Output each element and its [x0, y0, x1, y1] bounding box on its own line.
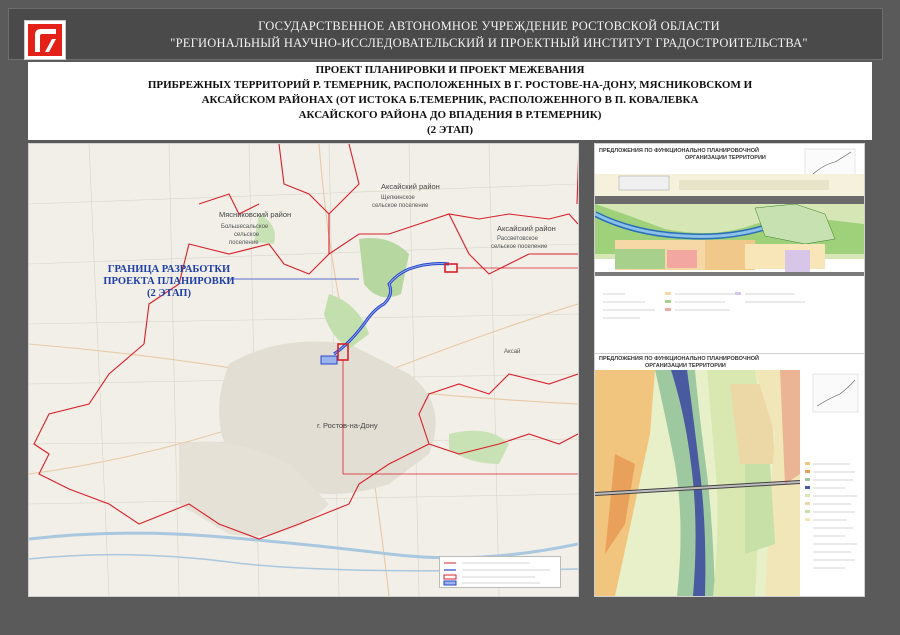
boundary-label-line2: ПРОЕКТА ПЛАНИРОВКИ [103, 276, 235, 287]
project-boundary-label [99, 264, 239, 300]
label-bolshesaly: Большесальское [221, 224, 269, 230]
label-rassvet-sub: сельское поселение [491, 244, 548, 250]
panel-bottom-title-line1: ПРЕДЛОЖЕНИЯ ПО ФУНКЦИОНАЛЬНО ПЛАНИРОВОЧНОЙ [599, 356, 759, 362]
project-title [28, 62, 872, 140]
overview-map [28, 143, 579, 597]
label-rostov: г. Ростов-на-Дону [317, 421, 378, 430]
panel-bottom-title-line2: ОРГАНИЗАЦИИ ТЕРРИТОРИИ [645, 363, 726, 369]
header-bar [8, 8, 883, 60]
org-name-line1: ГОСУДАРСТВЕННОЕ АВТОНОМНОЕ УЧРЕЖДЕНИЕ РОСТОВСКОЙ ОБЛАСТИ [258, 19, 720, 33]
title-line5: (2 ЭТАП) [426, 124, 474, 136]
label-aksay-district: Аксайский район [381, 182, 440, 191]
boundary-label-line1: ГРАНИЦА РАЗРАБОТКИ [107, 264, 231, 275]
title-line4: АКСАЙСКОГО РАЙОНА ДО ВПАДЕНИЯ В Р.ТЕМЕРНИК) [298, 109, 602, 121]
label-bolshesaly-sub2: поселение [229, 240, 259, 246]
boundary-label-line3: (2 ЭТАП) [147, 288, 191, 299]
panel-top-title-line2: ОРГАНИЗАЦИИ ТЕРРИТОРИИ [685, 155, 766, 161]
label-rassvet: Рассветовское [497, 236, 538, 242]
label-bolshesaly-sub: сельское [234, 232, 260, 238]
rniipi-logo-icon [24, 20, 66, 60]
functional-plan-panel-bottom [594, 353, 865, 597]
title-line2: ПРИБРЕЖНЫХ ТЕРРИТОРИЙ Р. ТЕМЕРНИК, РАСПОЛОЖЕННЫХ В Г. РОСТОВЕ-НА-ДОНУ, МЯСНИКОВСКОМ И [147, 79, 753, 91]
map-legend [439, 556, 561, 588]
title-line3: АКСАЙСКОМ РАЙОНАХ (ОТ ИСТОКА Б.ТЕМЕРНИК, РАСПОЛОЖЕННОГО В П. КОВАЛЕВКА [201, 94, 699, 106]
org-name-line2: "РЕГИОНАЛЬНЫЙ НАУЧНО-ИССЛЕДОВАТЕЛЬСКИЙ И ПРОЕКТНЫЙ ИНСТИТУТ ГРАДОСТРОИТЕЛЬСТВА" [170, 36, 808, 50]
panel-top-title-line1: ПРЕДЛОЖЕНИЯ ПО ФУНКЦИОНАЛЬНО ПЛАНИРОВОЧНОЙ [599, 148, 759, 154]
label-shchepkino: Щепкинское [381, 195, 415, 201]
label-aksay-city: Аксай [504, 349, 521, 355]
label-shchepkino-sub: сельское поселение [372, 203, 429, 209]
functional-plan-panel-top [594, 143, 865, 355]
title-line1: ПРОЕКТ ПЛАНИРОВКИ И ПРОЕКТ МЕЖЕВАНИЯ [315, 64, 585, 76]
label-myasnikovsky: Мясниковский район [219, 210, 292, 219]
label-aksay-district-2: Аксайский район [497, 224, 556, 233]
